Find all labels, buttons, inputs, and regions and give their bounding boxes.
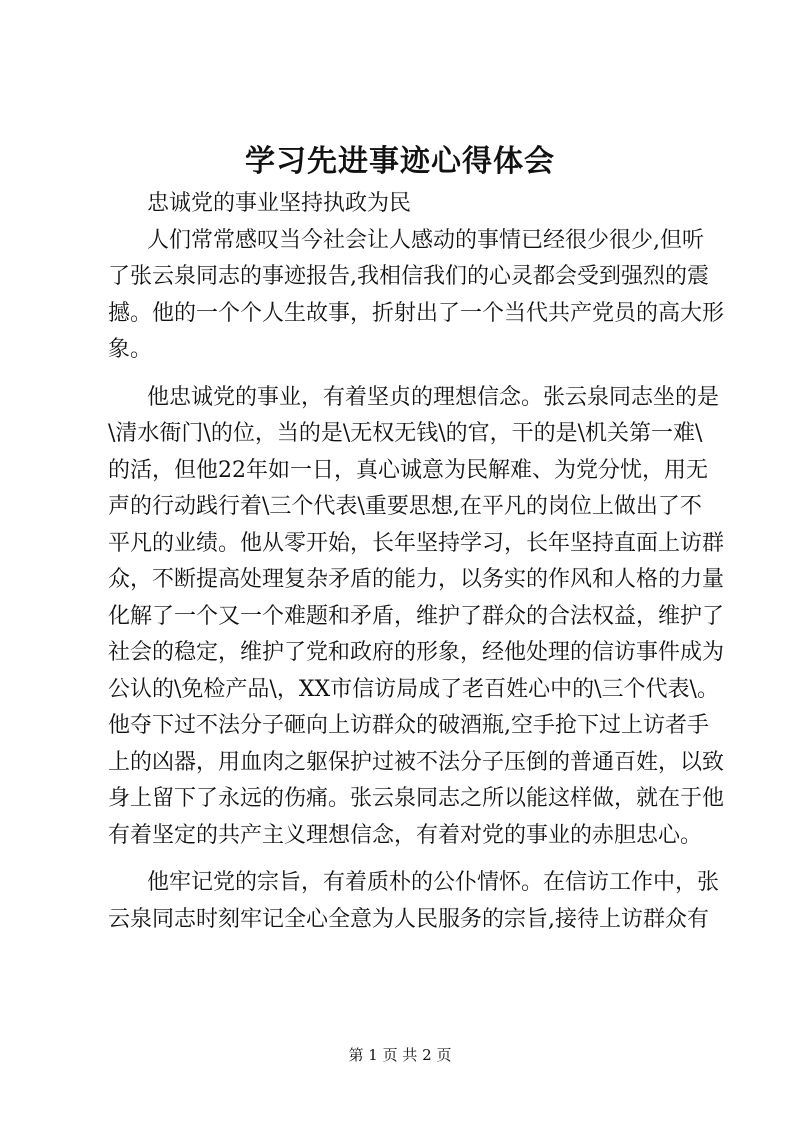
paragraph-3-line-2: 云泉同志时刻牢记全心全意为人民服务的宗旨,接待上访群众有 xyxy=(108,906,709,932)
paragraph-gap xyxy=(108,369,712,380)
subtitle-line: 忠诚党的事业坚持执政为民 xyxy=(147,191,412,216)
paragraph-2-line-3: 的活，但他22年如一日，真心诚意为民解难、为党分忧，用无 xyxy=(108,457,708,483)
paragraph-2-line-12: 身上留下了永远的伤痛。张云泉同志之所以能这样做，就在于他 xyxy=(108,786,725,811)
paragraph-2-line-11: 上的凶器，用血肉之躯保护过被不法分子压倒的普通百姓，以致 xyxy=(108,749,725,775)
page-number-footer: 第 1 页 共 2 页 xyxy=(348,1046,452,1064)
paragraph-1-line-1: 人们常常感叹当今社会让人感动的事情已经很少很少,但听 xyxy=(147,227,704,253)
paragraph-2-line-5: 平凡的业绩。他从零开始，长年坚持学习，长年坚持直面上访群 xyxy=(108,530,725,556)
paragraph-gap xyxy=(108,854,712,865)
paragraph-2-line-8: 社会的稳定，维护了党和政府的形象，经他处理的信访事件成为 xyxy=(108,640,725,665)
paragraph-2-line-13: 有着坚定的共产主义理想信念，有着对党的事业的赤胆忠心。 xyxy=(108,822,703,848)
document-body xyxy=(108,186,725,938)
paragraph-3-line-1: 他牢记党的宗旨，有着质朴的公仆情怀。在信访工作中，张 xyxy=(147,870,720,895)
paragraph-2-line-1: 他忠诚党的事业，有着坚贞的理想信念。张云泉同志坐的是 xyxy=(147,384,720,410)
paragraph-1-line-3: 撼。他的一个个人生故事，折射出了一个当代共产党员的高大形 xyxy=(108,300,725,326)
paragraph-2-line-2: \清水衙门\的位，当的是\无权无钱\的官，干的是\机关第一难\ xyxy=(108,421,703,446)
paragraph-2-line-10: 他夺下过不法分子砸向上访群众的破酒瓶,空手抢下过上访者手 xyxy=(108,713,709,738)
paragraph-2-line-6: 众，不断提高处理复杂矛盾的能力，以务实的作风和人格的力量 xyxy=(108,567,725,592)
paragraph-1-line-4: 象。 xyxy=(108,337,153,362)
document-title: 学习先进事迹心得体会 xyxy=(245,144,555,179)
paragraph-2-line-9: 公认的\免检产品\，XX市信访局成了老百姓心中的\三个代表\。 xyxy=(108,676,719,702)
paragraph-1-line-2: 了张云泉同志的事迹报告,我相信我们的心灵都会受到强烈的震 xyxy=(108,264,709,289)
paragraph-2-line-7: 化解了一个又一个难题和矛盾，维护了群众的合法权益，维护了 xyxy=(108,603,725,629)
paragraph-2-line-4: 声的行动践行着\三个代表\重要思想,在平凡的岗位上做出了不 xyxy=(108,494,702,519)
